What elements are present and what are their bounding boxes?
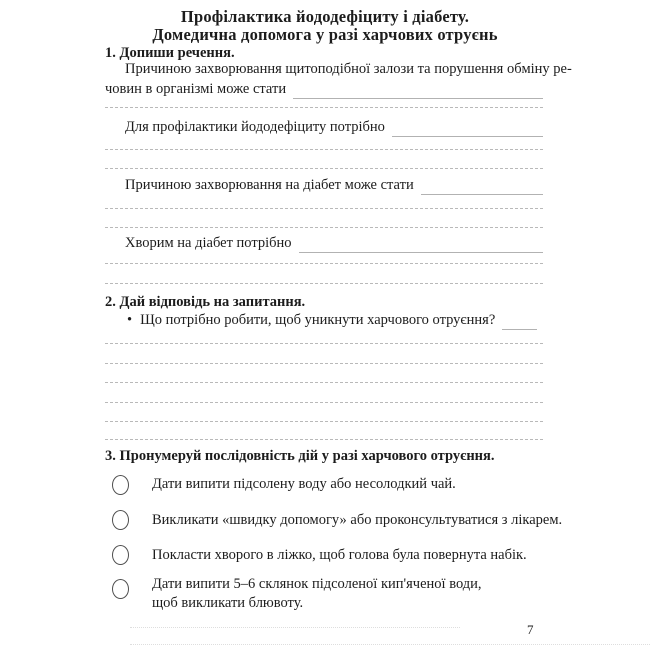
answer-blank[interactable] xyxy=(299,239,543,253)
section3-item-4-text xyxy=(152,575,482,613)
answer-line[interactable] xyxy=(105,439,543,440)
section3-item-3-text: Покласти хворого в ліжко, щоб голова була повернута набік. xyxy=(152,547,527,563)
section1-paragraph1-line2: човин в організмі може стати xyxy=(105,81,287,97)
page-number: 7 xyxy=(527,622,534,637)
sequence-number-circle-1[interactable] xyxy=(112,475,129,495)
section2-question-text: Що потрібно робити, щоб уникнути харчового отруєння? xyxy=(140,312,496,328)
sequence-number-circle-4[interactable] xyxy=(112,579,129,599)
sequence-number-circle-3[interactable] xyxy=(112,545,129,565)
answer-blank[interactable] xyxy=(293,85,543,99)
section2-question-row xyxy=(127,311,537,330)
answer-line[interactable] xyxy=(105,263,543,264)
answer-blank[interactable] xyxy=(421,181,543,195)
section3-item-4-line1: Дати випити 5–6 склянок підсоленої кип'яченої води, xyxy=(152,576,482,592)
answer-line[interactable] xyxy=(105,421,543,422)
answer-line[interactable] xyxy=(105,283,543,284)
answer-line[interactable] xyxy=(105,107,543,108)
answer-line[interactable] xyxy=(105,343,543,344)
section3-item-4-line2: щоб викликати блювоту. xyxy=(152,595,304,611)
answer-line[interactable] xyxy=(105,363,543,364)
section1-paragraph1-line1: Причиною захворювання щитоподібної залози та порушення обміну ре- xyxy=(125,61,572,77)
answer-line[interactable] xyxy=(105,149,543,150)
answer-line[interactable] xyxy=(105,208,543,209)
sequence-number-circle-2[interactable] xyxy=(112,510,129,530)
answer-line[interactable] xyxy=(105,402,543,403)
section1-fill-row-1 xyxy=(105,80,543,99)
scan-artifact xyxy=(130,627,460,628)
section3-item-1-text: Дати випити підсолену воду або несолодкий чай. xyxy=(152,476,456,492)
page-title-line-1: Профілактика йододефіциту і діабету. xyxy=(180,7,470,26)
answer-blank[interactable] xyxy=(392,123,543,137)
section1-item4-text: Хворим на діабет потрібно xyxy=(125,235,292,251)
answer-line[interactable] xyxy=(105,382,543,383)
section3-heading: 3. Пронумеруй послідовність дій у разі харчового отруєння. xyxy=(105,448,495,464)
bullet-icon: • xyxy=(127,312,133,328)
page-title-line-2: Домедична допомога у разі харчових отруєнь xyxy=(152,25,498,44)
section1-item3-text: Причиною захворювання на діабет може стати xyxy=(125,177,414,193)
section1-fill-row-4 xyxy=(125,234,543,253)
section1-heading: 1. Допиши речення. xyxy=(105,45,235,61)
answer-line[interactable] xyxy=(105,168,543,169)
section3-item-2-text: Викликати «швидку допомогу» або проконсультуватися з лікарем. xyxy=(152,512,563,528)
answer-blank[interactable] xyxy=(502,316,537,330)
section1-item2-text: Для профілактики йододефіциту потрібно xyxy=(125,119,385,135)
section2-heading: 2. Дай відповідь на запитання. xyxy=(105,294,306,310)
section1-fill-row-3 xyxy=(125,176,543,195)
scan-artifact xyxy=(130,644,650,645)
section1-fill-row-2 xyxy=(125,118,543,137)
answer-line[interactable] xyxy=(105,227,543,228)
